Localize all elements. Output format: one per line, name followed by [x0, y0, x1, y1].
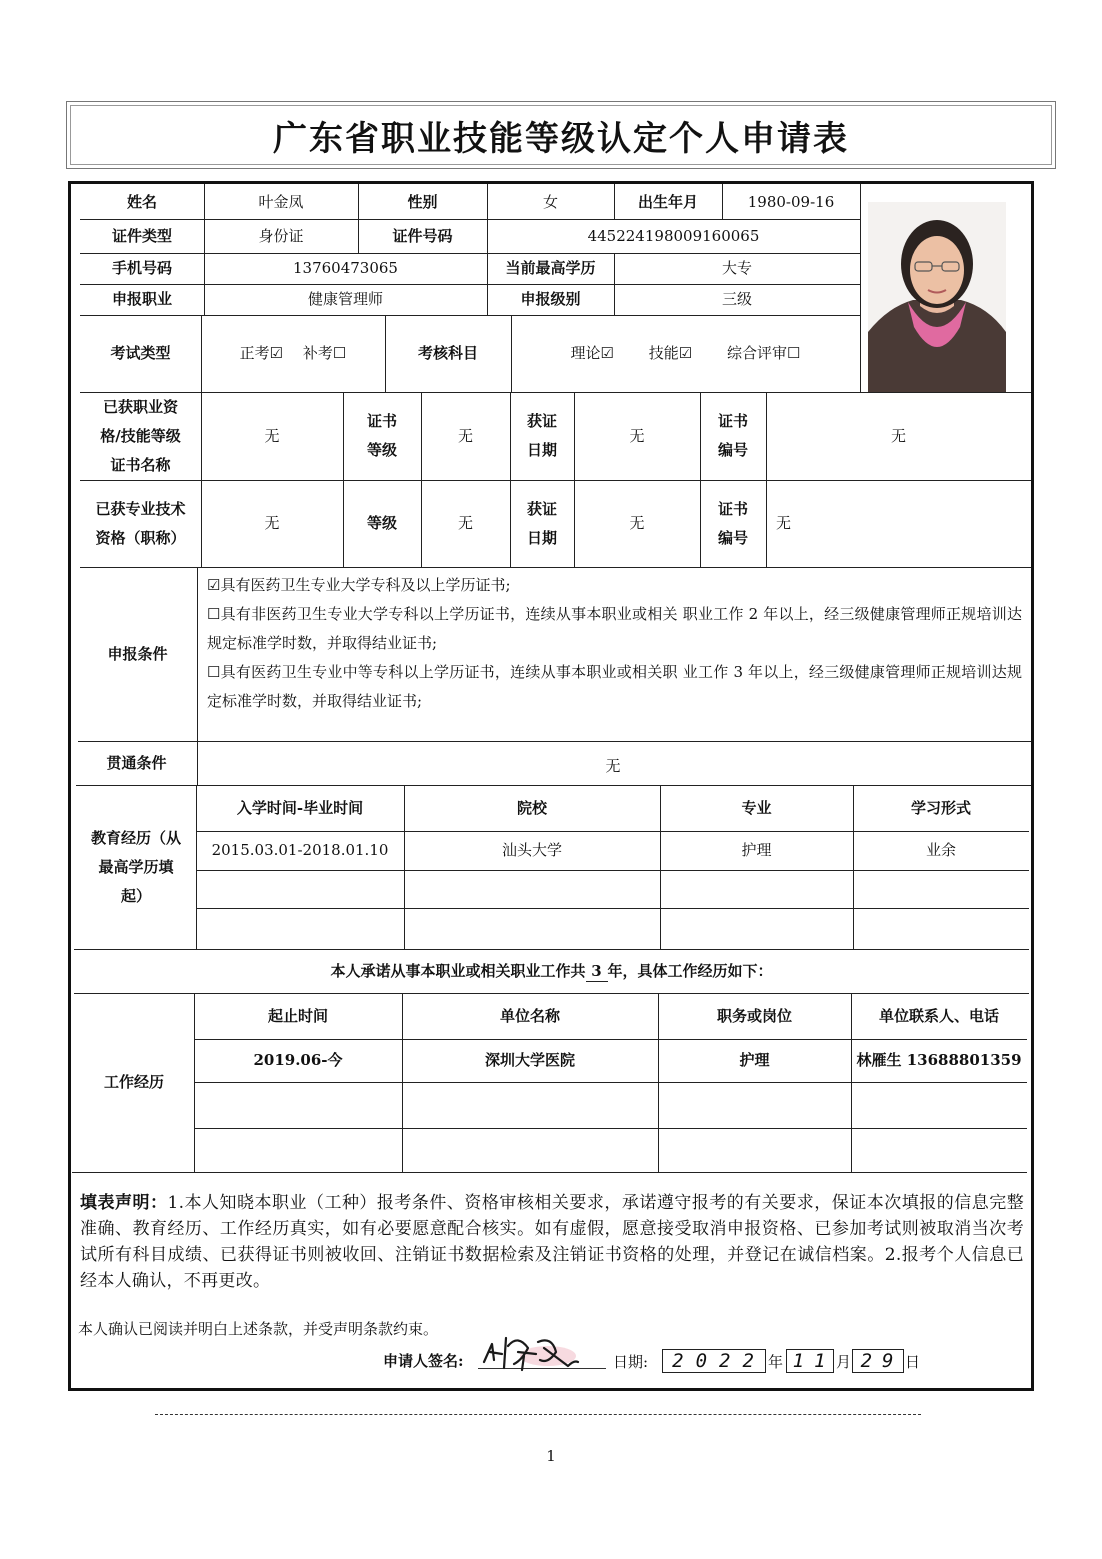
- condition-item: ☑具有医药卫生专业大学专科及以上学历证书;: [207, 576, 511, 594]
- grid-line: [72, 1172, 1027, 1173]
- date-year-unit: 年: [768, 1353, 784, 1371]
- edu-header-major: 专业: [741, 798, 772, 817]
- work-header-period: 起止时间: [267, 1006, 328, 1025]
- qualification-date-label: 获证日期: [526, 412, 557, 459]
- name-label: 姓名: [126, 193, 157, 211]
- declaration: [80, 1190, 1024, 1294]
- gender-label: 性别: [407, 193, 438, 211]
- date-year: 2022: [662, 1349, 766, 1373]
- page-separator: [155, 1414, 921, 1415]
- education-level-value: 大专: [721, 259, 752, 277]
- work-header-contact: 单位联系人、电话: [878, 1006, 999, 1025]
- work-position: 护理: [739, 1051, 770, 1069]
- date-month-unit: 月: [836, 1353, 852, 1371]
- id-type-label: 证件类型: [111, 226, 172, 245]
- id-no-value: 445224198009160065: [587, 226, 760, 245]
- page-number: 1: [546, 1447, 556, 1465]
- through-label: 贯通条件: [106, 753, 167, 772]
- tech-no: 无: [776, 514, 792, 532]
- work-contact: 林雁生 13688801359: [856, 1051, 1022, 1069]
- birth-label: 出生年月: [637, 193, 698, 211]
- declaration-text: 1.本人知晓本职业（工种）报考条件、资格审核相关要求，承诺遵守报考的有关要求，保证本次填报的信息完整准确、教育经历、工作经历真实，如有必要愿意配合核实。如有虚假，愿意接受取消申报资格、已参加考试则被取消当次考试所有科目成绩、已获得证书则被收回、注销证书数据检索及注销证书资格的处理，并登记在诚信档案。2.报考个人信息已经本人确认，不再更改。: [80, 1193, 1025, 1291]
- tech-level-label: 等级: [366, 514, 397, 532]
- signature-image: [478, 1326, 608, 1374]
- through-value: 无: [605, 756, 621, 775]
- work-employer: 深圳大学医院: [484, 1051, 575, 1069]
- exam-subject-options: 理论☑ 技能☑ 综合评审☐: [570, 344, 801, 362]
- qualification-name: 无: [264, 426, 280, 445]
- qualification-level-label: 证书等级: [366, 412, 397, 459]
- qualification-no: 无: [890, 426, 906, 445]
- date-month: 11: [786, 1349, 834, 1373]
- signature-label: 申请人签名:: [383, 1352, 464, 1370]
- birth-value: 1980-09-16: [747, 193, 835, 211]
- work-promise: [74, 949, 1029, 993]
- condition-item: ☐具有医药卫生专业中等专科以上学历证书，连续从事本职业或相关职 业工作 3 年以上，经三级健康管理师正规培训达规定标准学时数，并取得结业证书;: [207, 663, 1022, 710]
- grid-line: [194, 1128, 1027, 1129]
- phone-value: 13760473065: [293, 259, 398, 277]
- condition-item: ☐具有非医药卫生专业大学专科以上学历证书，连续从事本职业或相关 职业工作 2 年以上，经三级健康管理师正规培训达规定标准学时数，并取得结业证书;: [207, 605, 1022, 652]
- grid-line: [78, 741, 1031, 742]
- form-title: 广东省职业技能等级认定个人申请表: [66, 101, 1056, 169]
- date-day-unit: 日: [905, 1353, 921, 1371]
- edu-school: 汕头大学: [501, 841, 562, 859]
- name-value: 叶金凤: [258, 193, 304, 211]
- qualification-no-label: 证书编号: [717, 412, 748, 459]
- work-promise-suffix: 年，具体工作经历如下：: [607, 961, 773, 980]
- tech-no-label: 证书编号: [717, 499, 748, 547]
- declaration-label: 填表声明：: [80, 1193, 168, 1213]
- qualification-date: 无: [629, 426, 645, 445]
- applicant-photo: [868, 202, 1006, 392]
- tech-date: 无: [629, 514, 645, 532]
- work-header-position: 职务或岗位: [716, 1006, 792, 1025]
- edu-header-mode: 学习形式: [910, 798, 971, 817]
- grid-line: [196, 908, 1029, 909]
- job-value: 健康管理师: [307, 290, 383, 308]
- tech-title-name: 无: [264, 514, 280, 532]
- qualification-level: 无: [457, 426, 473, 445]
- date-label: 日期:: [613, 1353, 649, 1371]
- tech-title-label: 已获专业技术资格（职称）: [95, 499, 186, 547]
- exam-type-options: 正考☑ 补考☐: [239, 344, 347, 362]
- education-level-label: 当前最高学历: [505, 259, 596, 277]
- id-no-label: 证件号码: [392, 226, 453, 245]
- edu-header-period: 入学时间-毕业时间: [236, 798, 364, 817]
- work-label: 工作经历: [103, 1073, 164, 1091]
- apply-level-label: 申报级别: [520, 290, 581, 308]
- declaration-confirm: 本人确认已阅读并明白上述条款，并受声明条款约束。: [78, 1320, 439, 1338]
- qualification-label: 已获职业资格/技能等级证书名称: [100, 397, 181, 474]
- edu-period: 2015.03.01-2018.01.10: [211, 841, 389, 859]
- work-promise-prefix: 本人承诺从事本职业或相关职业工作共: [330, 961, 586, 980]
- date-day: 29: [852, 1349, 904, 1373]
- job-label: 申报职业: [111, 290, 172, 308]
- id-type-value: 身份证: [258, 226, 304, 245]
- education-label: 教育经历（从最高学历填起）: [90, 828, 181, 905]
- tech-level: 无: [457, 514, 473, 532]
- tech-date-label: 获证日期: [526, 499, 557, 547]
- grid-line: [80, 567, 1031, 568]
- grid-line: [194, 1082, 1027, 1083]
- grid-line: [196, 870, 1029, 871]
- exam-type-label: 考试类型: [110, 344, 171, 362]
- gender-value: 女: [542, 193, 558, 211]
- work-period: 2019.06-今: [253, 1051, 343, 1069]
- conditions-label: 申报条件: [107, 644, 168, 663]
- exam-subject-label: 考核科目: [417, 344, 478, 362]
- work-years: 3: [586, 961, 608, 982]
- edu-header-school: 院校: [516, 798, 547, 817]
- conditions-list: [207, 571, 1022, 716]
- grid-line: [860, 184, 861, 392]
- edu-major: 护理: [741, 841, 772, 859]
- edu-mode: 业余: [925, 841, 956, 859]
- phone-label: 手机号码: [111, 259, 172, 277]
- apply-level-value: 三级: [721, 290, 752, 308]
- work-header-employer: 单位名称: [499, 1006, 560, 1025]
